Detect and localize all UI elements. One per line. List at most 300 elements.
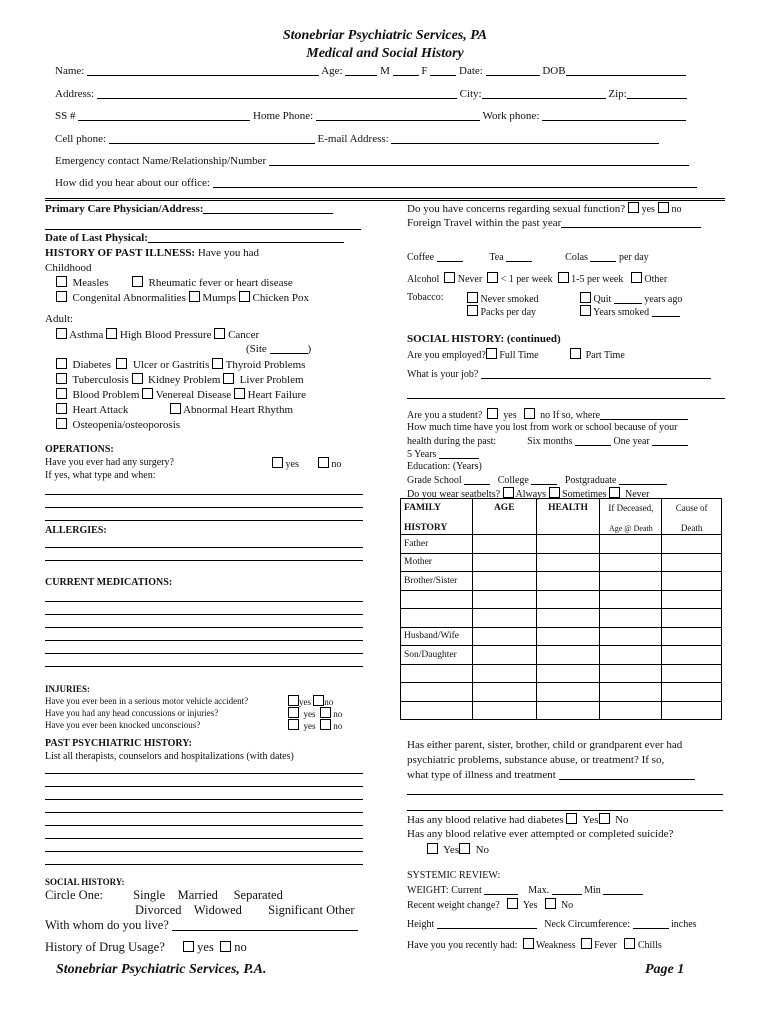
- cell[interactable]: [600, 609, 662, 628]
- heart-failure-label: Heart Failure: [247, 389, 307, 401]
- never-smoked-checkbox[interactable]: [467, 292, 478, 303]
- full-time-checkbox[interactable]: [486, 348, 497, 359]
- school-field[interactable]: [600, 409, 688, 420]
- travel-field[interactable]: [561, 217, 701, 228]
- suicide-no-label: No: [475, 844, 490, 856]
- cell[interactable]: [472, 701, 536, 720]
- cell[interactable]: [662, 590, 722, 609]
- osteo-label: Osteopenia/osteoporosis: [72, 419, 181, 431]
- operations-heading: OPERATIONS:: [45, 444, 114, 455]
- five-years-row: [407, 448, 479, 460]
- heart-attack-checkbox[interactable]: [56, 403, 67, 414]
- name-label: Name:: [55, 65, 85, 77]
- weight-label: WEIGHT: Current: [407, 885, 482, 896]
- drug-yes-label: yes: [197, 940, 214, 954]
- heart-failure-checkbox[interactable]: [234, 388, 245, 399]
- tea-field[interactable]: [506, 251, 532, 262]
- dob-field[interactable]: [566, 65, 686, 76]
- cell-label: Cell phone:: [55, 133, 107, 145]
- alcohol-row: [407, 272, 667, 285]
- colas-field[interactable]: [590, 251, 616, 262]
- weight-max-field[interactable]: [552, 884, 582, 895]
- kidney-checkbox[interactable]: [132, 373, 143, 384]
- last-physical-field[interactable]: [148, 232, 344, 243]
- parent-question-row: [407, 769, 695, 781]
- suicide-answers: [427, 843, 489, 856]
- family-history-header: [401, 499, 473, 535]
- quit-years-field[interactable]: [614, 293, 642, 304]
- surgery-line-1[interactable]: [45, 494, 363, 495]
- weight-row: [407, 884, 643, 896]
- med-line-2[interactable]: [45, 614, 363, 615]
- thyroid-label: Thyroid Problems: [225, 359, 306, 371]
- relation-child: Son/Daughter: [401, 646, 473, 665]
- med-line-6[interactable]: [45, 666, 363, 667]
- psych-line-5[interactable]: [45, 825, 363, 826]
- drug-no-checkbox[interactable]: [220, 941, 231, 952]
- one-year-field[interactable]: [652, 435, 688, 446]
- hbp-label: High Blood Pressure: [119, 329, 212, 341]
- family-header-line2: HISTORY: [404, 523, 448, 533]
- cancer-label: Cancer: [228, 329, 260, 341]
- widowed-option[interactable]: Widowed: [193, 903, 242, 917]
- recent-weight-yes-checkbox[interactable]: [507, 898, 518, 909]
- hbp-checkbox[interactable]: [106, 328, 117, 339]
- cell[interactable]: [662, 683, 722, 702]
- cell[interactable]: [600, 590, 662, 609]
- inj2-yes-checkbox[interactable]: [288, 707, 299, 718]
- med-line-3[interactable]: [45, 627, 363, 628]
- quit-checkbox[interactable]: [580, 292, 591, 303]
- rhythm-checkbox[interactable]: [170, 403, 181, 414]
- cell[interactable]: [662, 627, 722, 646]
- cell[interactable]: [536, 701, 600, 720]
- m-field[interactable]: [393, 65, 419, 76]
- address-field[interactable]: [97, 88, 457, 99]
- thyroid-checkbox[interactable]: [212, 358, 223, 369]
- weight-current-field[interactable]: [484, 884, 518, 895]
- footer-org: Stonebriar Psychiatric Services, P.A.: [56, 962, 267, 977]
- alcohol-other-label: Other: [644, 274, 668, 285]
- diabetes-row: [56, 358, 305, 371]
- work-phone-label: Work phone:: [482, 110, 540, 122]
- cell[interactable]: [600, 572, 662, 591]
- injuries-heading: INJURIES:: [45, 684, 91, 694]
- neck-field[interactable]: [633, 918, 669, 929]
- separated-option[interactable]: Separated: [233, 888, 283, 902]
- pcp-field[interactable]: [203, 203, 333, 214]
- college-field[interactable]: [531, 474, 557, 485]
- f-field[interactable]: [430, 65, 456, 76]
- deceased-header: [600, 499, 662, 535]
- six-months-field[interactable]: [575, 435, 611, 446]
- inj3-yes-checkbox[interactable]: [288, 719, 299, 730]
- psych-line-1[interactable]: [45, 773, 363, 774]
- date-label: Date:: [459, 65, 483, 77]
- congenital-checkbox[interactable]: [56, 291, 67, 302]
- chicken-pox-checkbox[interactable]: [239, 291, 250, 302]
- cell[interactable]: [472, 646, 536, 665]
- have-had-label: Have you had: [197, 247, 259, 259]
- mumps-checkbox[interactable]: [189, 291, 200, 302]
- job-field[interactable]: [481, 368, 711, 379]
- cell[interactable]: [600, 683, 662, 702]
- min-label: Min: [584, 885, 601, 896]
- heard-label: How did you hear about our office:: [55, 177, 210, 189]
- sig-other-option[interactable]: Significant Other: [268, 903, 355, 917]
- five-years-field[interactable]: [439, 448, 479, 459]
- cell[interactable]: [662, 572, 722, 591]
- site-row: [246, 343, 311, 355]
- student-row: [407, 408, 688, 421]
- systemic-heading: SYSTEMIC REVIEW:: [407, 870, 501, 881]
- whom-field[interactable]: [172, 920, 358, 931]
- age-header: AGE: [472, 499, 536, 535]
- kidney-label: Kidney Problem: [148, 374, 221, 386]
- postgrad-field[interactable]: [619, 474, 667, 485]
- weakness-checkbox[interactable]: [523, 938, 534, 949]
- congenital-label: Congenital Abnormalities: [72, 292, 186, 304]
- inj3-no-label: no: [333, 721, 343, 731]
- whom-label: With whom do you live?: [45, 918, 169, 932]
- work-phone-field[interactable]: [542, 110, 686, 121]
- seatbelt-never-checkbox[interactable]: [609, 487, 620, 498]
- org-title: Stonebriar Psychiatric Services, PA: [282, 28, 488, 43]
- allergies-line-2[interactable]: [45, 560, 363, 561]
- table-row: [401, 701, 722, 720]
- education-label: Education: (Years): [407, 461, 482, 472]
- alcohol-1to5-label: 1-5 per week: [571, 274, 624, 285]
- sexual-yes-checkbox[interactable]: [628, 202, 639, 213]
- quit-label: Quit: [593, 294, 612, 305]
- measles-label: Measles: [72, 277, 109, 289]
- inj1-yes-label: yes: [299, 697, 311, 707]
- cell[interactable]: [536, 627, 600, 646]
- student-no-checkbox[interactable]: [524, 408, 535, 419]
- med-line-5[interactable]: [45, 653, 363, 654]
- med-line-4[interactable]: [45, 640, 363, 641]
- diabetes-relative-label: Has any blood relative had diabetes: [407, 814, 564, 826]
- cell[interactable]: [472, 664, 536, 683]
- surgery-line-3[interactable]: [45, 520, 363, 521]
- form-title: Medical and Social History: [306, 46, 464, 61]
- site-field[interactable]: [270, 343, 308, 354]
- cell[interactable]: [662, 646, 722, 665]
- asthma-checkbox[interactable]: [56, 328, 67, 339]
- heard-field[interactable]: [213, 177, 697, 188]
- alcohol-other-checkbox[interactable]: [631, 272, 642, 283]
- injury-q3: Have you ever been knocked unconscious?: [45, 720, 201, 730]
- psych-line-7[interactable]: [45, 851, 363, 852]
- cell[interactable]: [472, 572, 536, 591]
- grade-school-field[interactable]: [464, 474, 490, 485]
- cell[interactable]: [472, 553, 536, 572]
- psych-line-3[interactable]: [45, 799, 363, 800]
- drug-yes-checkbox[interactable]: [183, 941, 194, 952]
- cell[interactable]: [600, 535, 662, 554]
- diabetes-relative-yes-checkbox[interactable]: [566, 813, 577, 824]
- postgrad-label: Postgraduate: [564, 475, 617, 486]
- osteo-checkbox[interactable]: [56, 418, 67, 429]
- relation-blank[interactable]: [401, 664, 473, 683]
- cell[interactable]: [600, 646, 662, 665]
- zip-field[interactable]: [627, 88, 687, 99]
- inj1-no-checkbox[interactable]: [313, 695, 324, 706]
- parent-answer-field[interactable]: [559, 769, 695, 780]
- psych-heading: PAST PSYCHIATRIC HISTORY:: [45, 738, 192, 749]
- never-smoked-label: Never smoked: [480, 294, 539, 305]
- cell[interactable]: [536, 683, 600, 702]
- email-label: E-mail Address:: [317, 133, 389, 145]
- relation-blank[interactable]: [401, 590, 473, 609]
- college-label: College: [497, 475, 529, 486]
- diabetes-label: Diabetes: [72, 359, 111, 371]
- surgery-type-label: If yes, what type and when:: [45, 470, 156, 481]
- cell[interactable]: [472, 590, 536, 609]
- emergency-label: Emergency contact Name/Relationship/Number: [55, 155, 267, 167]
- table-row: [401, 683, 722, 702]
- recent-weight-no-checkbox[interactable]: [545, 898, 556, 909]
- deceased-header-line2: Age @ Death: [608, 524, 653, 533]
- med-line-1[interactable]: [45, 601, 363, 602]
- cell[interactable]: [472, 627, 536, 646]
- inj2-no-checkbox[interactable]: [320, 707, 331, 718]
- ulcer-label: Ulcer or Gastritis: [132, 359, 210, 371]
- cell[interactable]: [600, 627, 662, 646]
- packs-checkbox[interactable]: [467, 305, 478, 316]
- relation-blank[interactable]: [401, 609, 473, 628]
- cell[interactable]: [472, 535, 536, 554]
- coffee-field[interactable]: [437, 251, 463, 262]
- parent-question-line1: Has either parent, sister, brother, child or grandparent ever had: [407, 739, 683, 751]
- diabetes-relative-row: [407, 813, 629, 826]
- emergency-row: [55, 155, 689, 167]
- table-row: [401, 535, 722, 554]
- sexual-label: Do you have concerns regarding sexual function?: [407, 203, 626, 215]
- deceased-header-line1: If Deceased,: [608, 503, 654, 513]
- medications-heading: CURRENT MEDICATIONS:: [45, 577, 173, 588]
- surgery-yes-checkbox[interactable]: [272, 457, 283, 468]
- cell[interactable]: [536, 535, 600, 554]
- site-close: ): [307, 343, 312, 355]
- venereal-label: Venereal Disease: [155, 389, 232, 401]
- ss-field[interactable]: [78, 110, 250, 121]
- chills-checkbox[interactable]: [624, 938, 635, 949]
- blood-label: Blood Problem: [72, 389, 140, 401]
- quit-row: [580, 292, 682, 305]
- single-option[interactable]: Single: [133, 888, 166, 902]
- years-smoked-field[interactable]: [652, 306, 680, 317]
- name-field[interactable]: [87, 65, 319, 76]
- diabetes-relative-no-checkbox[interactable]: [599, 813, 610, 824]
- psych-list-label: List all therapists, counselors and hospitalizations (with dates): [45, 751, 294, 762]
- cell[interactable]: [536, 646, 600, 665]
- married-option[interactable]: Married: [177, 888, 218, 902]
- heard-row: [55, 177, 697, 189]
- cell[interactable]: [536, 553, 600, 572]
- psych-line-2[interactable]: [45, 786, 363, 787]
- diabetes-checkbox[interactable]: [56, 358, 67, 369]
- alcohol-never-checkbox[interactable]: [444, 272, 455, 283]
- alcohol-1to5-checkbox[interactable]: [558, 272, 569, 283]
- cell[interactable]: [600, 553, 662, 572]
- injury-q2-answers: [288, 707, 342, 719]
- part-time-label: Part Time: [585, 350, 625, 361]
- height-label: Height: [407, 919, 435, 930]
- parent-question-line3: what type of illness and treatment: [407, 769, 556, 781]
- emergency-field[interactable]: [269, 155, 689, 166]
- cell[interactable]: [600, 664, 662, 683]
- cause-header-line1: Cause of: [675, 503, 708, 513]
- height-field[interactable]: [437, 918, 537, 929]
- home-phone-field[interactable]: [316, 110, 480, 121]
- cell[interactable]: [536, 609, 600, 628]
- years-smoked-checkbox[interactable]: [580, 305, 591, 316]
- age-field[interactable]: [345, 65, 377, 76]
- injury-q3-answers: [288, 719, 342, 731]
- inj3-no-checkbox[interactable]: [320, 719, 331, 730]
- surgery-line-2[interactable]: [45, 507, 363, 508]
- venereal-checkbox[interactable]: [142, 388, 153, 399]
- relation-mother: Mother: [401, 553, 473, 572]
- ulcer-checkbox[interactable]: [116, 358, 127, 369]
- page-number: Page 1: [645, 962, 685, 977]
- measles-checkbox[interactable]: [56, 276, 67, 287]
- inj1-yes-checkbox[interactable]: [288, 695, 299, 706]
- table-row: [401, 572, 722, 591]
- liver-label: Liver Problem: [239, 374, 304, 386]
- f-label: F: [421, 65, 428, 77]
- recently-had-label: Have you you recently had:: [407, 940, 518, 951]
- inj3-yes-label: yes: [303, 721, 316, 731]
- pcp-line-2[interactable]: [45, 229, 361, 230]
- last-physical-row: [45, 232, 344, 244]
- cell[interactable]: [472, 683, 536, 702]
- blood-checkbox[interactable]: [56, 388, 67, 399]
- surgery-yes-label: yes: [285, 459, 299, 470]
- psych-line-4[interactable]: [45, 812, 363, 813]
- asthma-row: [56, 328, 259, 341]
- divorced-option[interactable]: Divorced: [135, 903, 182, 917]
- colas-per-day-label: per day: [618, 252, 649, 263]
- chills-label: Chills: [637, 940, 662, 951]
- liver-checkbox[interactable]: [223, 373, 234, 384]
- inches-label: inches: [671, 919, 697, 930]
- cell[interactable]: [536, 664, 600, 683]
- cell-field[interactable]: [109, 133, 315, 144]
- past-illness-heading: [45, 247, 259, 259]
- student-no-label: no: [540, 410, 551, 421]
- address-row: [55, 88, 687, 100]
- five-years-label: 5 Years: [407, 449, 437, 460]
- heart-attack-row: [56, 403, 293, 416]
- osteo-row: [56, 418, 180, 431]
- surgery-answers: [272, 457, 341, 470]
- job-line-2[interactable]: [407, 398, 725, 399]
- cell[interactable]: [662, 535, 722, 554]
- relation-blank[interactable]: [401, 683, 473, 702]
- weakness-label: Weakness: [535, 940, 576, 951]
- home-phone-label: Home Phone:: [253, 110, 314, 122]
- years-smoked-label: Years smoked: [593, 307, 650, 318]
- surgery-no-checkbox[interactable]: [318, 457, 329, 468]
- dob-label: DOB: [542, 65, 566, 77]
- relation-blank[interactable]: [401, 701, 473, 720]
- parent-line-2[interactable]: [407, 794, 723, 795]
- psych-line-6[interactable]: [45, 838, 363, 839]
- family-history-table: [400, 498, 722, 720]
- psych-line-8[interactable]: [45, 864, 363, 865]
- table-row: [401, 590, 722, 609]
- seatbelts-label: Do you wear seatbelts?: [407, 489, 501, 500]
- inj1-no-label: no: [324, 697, 334, 707]
- cell[interactable]: [536, 572, 600, 591]
- age-label: Age:: [321, 65, 343, 77]
- rheumatic-checkbox[interactable]: [132, 276, 143, 287]
- inj2-no-label: no: [333, 709, 343, 719]
- date-field[interactable]: [486, 65, 540, 76]
- surgery-question: Have you ever had any surgery?: [45, 457, 174, 468]
- seatbelt-sometimes-checkbox[interactable]: [549, 487, 560, 498]
- tea-label: Tea: [489, 252, 504, 263]
- email-field[interactable]: [391, 133, 659, 144]
- cell[interactable]: [536, 590, 600, 609]
- suicide-question: Has any blood relative ever attempted or completed suicide?: [407, 828, 674, 840]
- cell[interactable]: [662, 664, 722, 683]
- seatbelt-always-checkbox[interactable]: [503, 487, 514, 498]
- grade-school-label: Grade School: [407, 475, 462, 486]
- city-field[interactable]: [482, 88, 606, 99]
- employed-label: Are you employed?: [407, 350, 486, 361]
- alcohol-lt1-checkbox[interactable]: [487, 272, 498, 283]
- sexual-no-checkbox[interactable]: [658, 202, 669, 213]
- student-yes-checkbox[interactable]: [487, 408, 498, 419]
- suicide-yes-checkbox[interactable]: [427, 843, 438, 854]
- time-lost-label: How much time have you lost from work or school because of your: [407, 422, 678, 433]
- cell[interactable]: [662, 609, 722, 628]
- cell[interactable]: [662, 553, 722, 572]
- packs-row: [467, 305, 536, 318]
- adult-label: Adult:: [45, 313, 74, 325]
- suicide-yes-label: Yes: [443, 844, 460, 856]
- tb-checkbox[interactable]: [56, 373, 67, 384]
- zip-label: Zip:: [608, 88, 627, 100]
- cell[interactable]: [472, 609, 536, 628]
- drug-label: History of Drug Usage?: [45, 940, 165, 954]
- weight-min-field[interactable]: [603, 884, 643, 895]
- fever-checkbox[interactable]: [581, 938, 592, 949]
- part-time-checkbox[interactable]: [570, 348, 581, 359]
- congenital-row: [56, 291, 309, 304]
- cancer-checkbox[interactable]: [214, 328, 225, 339]
- recent-weight-row: [407, 898, 573, 911]
- address-label: Address:: [55, 88, 95, 100]
- parent-line-3[interactable]: [407, 810, 723, 811]
- cell[interactable]: [662, 701, 722, 720]
- drug-no-label: no: [234, 940, 247, 954]
- social-continued-heading: SOCIAL HISTORY: (continued): [407, 333, 561, 345]
- travel-row: [407, 217, 701, 229]
- table-row: [401, 646, 722, 665]
- allergies-line-1[interactable]: [45, 547, 363, 548]
- seatbelt-never-label: Never: [625, 489, 650, 500]
- cell[interactable]: [600, 701, 662, 720]
- site-label: (Site: [246, 343, 267, 355]
- suicide-no-checkbox[interactable]: [459, 843, 470, 854]
- coffee-row: [407, 251, 649, 263]
- table-row: [401, 609, 722, 628]
- cause-header: [662, 499, 722, 535]
